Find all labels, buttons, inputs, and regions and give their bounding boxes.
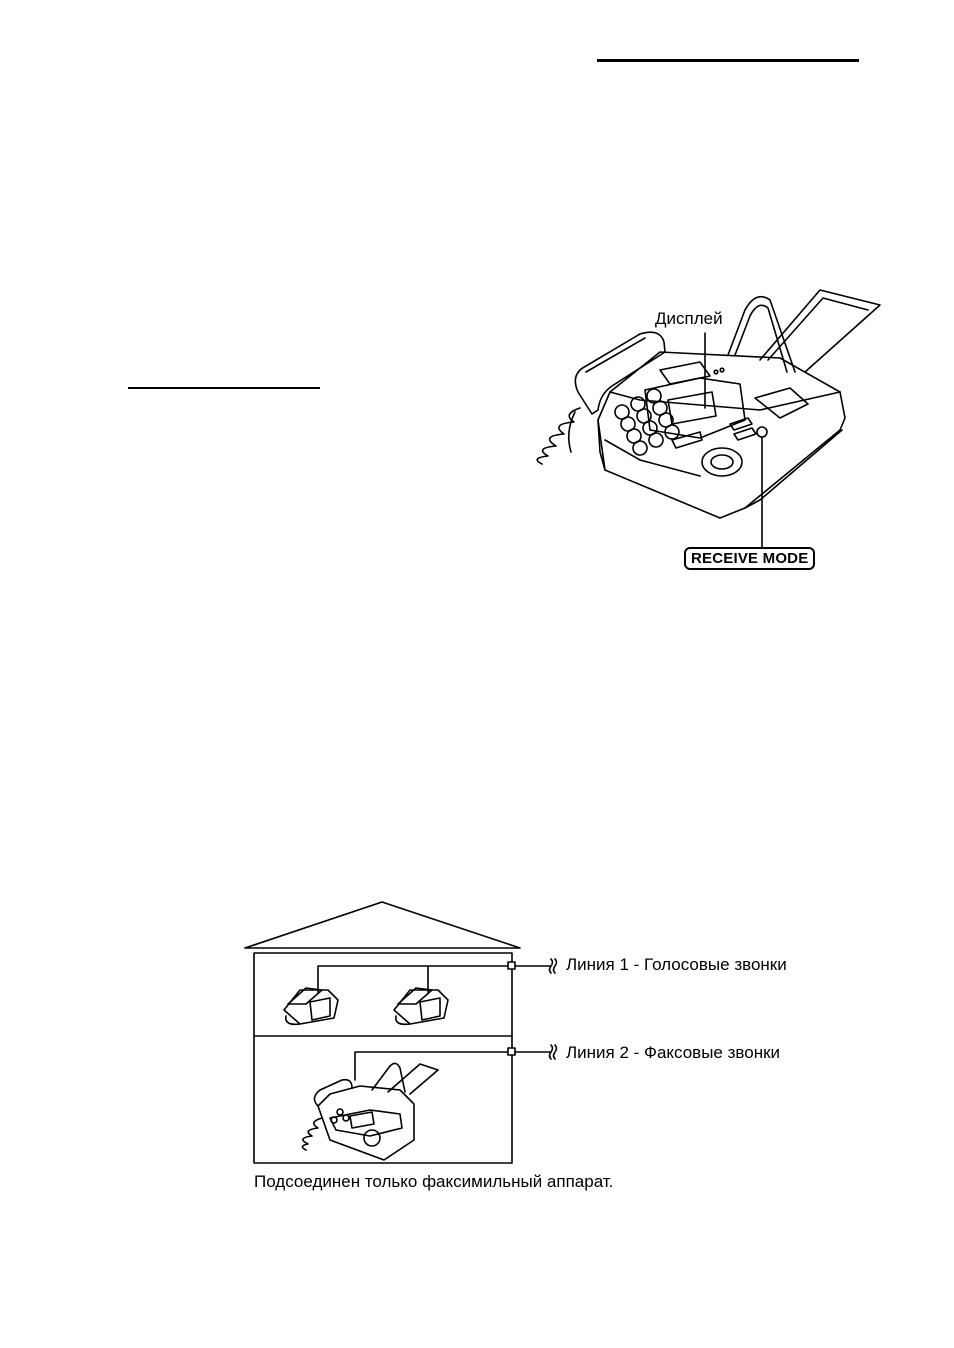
line2-wire	[355, 1052, 512, 1080]
diagram-caption: Подсоединен только факсимильный аппарат.	[254, 1172, 614, 1191]
house-walls	[254, 953, 512, 1163]
line-wave-icon	[550, 1045, 557, 1059]
line1-jack	[508, 962, 515, 969]
telephone-icon	[394, 988, 448, 1024]
line1-label: Линия 1 - Голосовые звонки	[566, 955, 787, 974]
line2-label: Линия 2 - Факсовые звонки	[566, 1043, 781, 1062]
house-roof	[245, 902, 520, 948]
line2-jack	[508, 1048, 515, 1055]
line-wave-icon	[550, 959, 557, 973]
display-label: Дисплей	[655, 309, 723, 328]
telephone-icon	[284, 988, 338, 1024]
receive-mode-button-label: RECEIVE MODE	[684, 547, 815, 570]
fax-machine-icon	[302, 1063, 438, 1160]
